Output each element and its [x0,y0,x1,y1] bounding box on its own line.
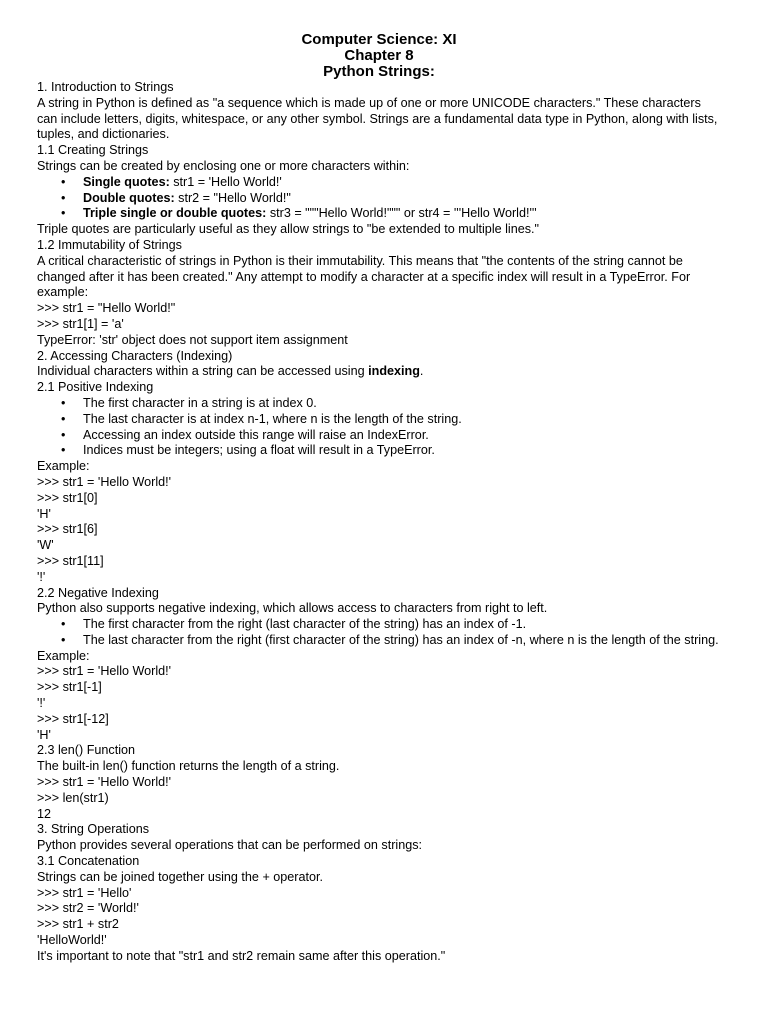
list-item-label: Triple single or double quotes: [83,206,267,221]
list-item: • Indices must be integers; using a float will result in a TypeError. [83,443,721,459]
document-page [37,32,721,965]
code-line: >>> str1[1] = 'a' [37,316,124,331]
section-heading: 2. Accessing Characters (Indexing) [37,348,233,363]
code-line: >>> str1 = "Hello World!" [37,301,176,316]
example-label: Example: [37,459,90,474]
code-line: >>> str1[-12] [37,711,109,726]
code-line: 'H' [37,506,51,521]
code-line: >>> str1 = 'Hello World!' [37,775,172,790]
paragraph: Python also supports negative indexing, which allows access to characters from right to left. [37,601,548,616]
paragraph: Python provides several operations that can be performed on strings: [37,838,423,853]
paragraph: The built-in len() function returns the length of a string. [37,759,340,774]
paragraph: Strings can be created by enclosing one or more characters within: [37,158,410,173]
code-line: 'HelloWorld!' [37,933,107,948]
paragraph: A string in Python is defined as "a sequence which is made up of one or more UNICODE characters." These characters can include letters, digits, whitespace, or any other symbol. Strings are a fundamental data type in Python, along with lists, tuples, and dictionaries. [37,95,721,142]
title-chapter: Chapter 8 [344,47,414,64]
paragraph-emphasis: indexing [368,364,420,379]
list-item: • Accessing an index outside this range will raise an IndexError. [83,428,721,444]
code-line: >>> str1[11] [37,553,104,568]
list-item-label: Double quotes: [83,190,175,205]
code-line: >>> len(str1) [37,790,109,805]
code-line: >>> str1[0] [37,490,98,505]
subsection-heading: 2.3 len() Function [37,743,136,758]
paragraph-text: . [419,364,424,379]
negative-indexing-list [37,617,721,649]
paragraph: Strings can be joined together using the + operator. [37,869,324,884]
code-line: '!' [37,569,46,584]
list-item-text: str2 = "Hello World!" [174,190,291,205]
code-line: >>> str1 = 'Hello World!' [37,664,172,679]
section-heading: 1. Introduction to Strings [37,80,174,94]
subsection-heading: 2.1 Positive Indexing [37,380,154,395]
list-item [83,191,721,207]
paragraph: It's important to note that "str1 and str2 remain same after this operation." [37,948,446,963]
list-item: • The first character from the right (last character of the string) has an index of -1. [83,617,721,633]
subsection-heading: 1.1 Creating Strings [37,143,149,158]
code-line: 12 [37,806,52,821]
code-line: >>> str2 = 'World!' [37,901,139,916]
paragraph-text: Individual characters within a string can be accessed using [37,364,369,379]
list-item: • The last character from the right (first character of the string) has an index of -n, where n is the length of the string. [83,633,721,649]
document-title [37,32,721,80]
code-line: >>> str1 + str2 [37,917,119,932]
code-line: 'W' [37,538,54,553]
list-item: • The last character is at index n-1, where n is the length of the string. [83,412,721,428]
list-item-text: str1 = 'Hello World!' [169,174,282,189]
title-topic: Python Strings: [323,63,435,80]
creating-strings-list [37,175,721,222]
paragraph: Triple quotes are particularly useful as they allow strings to "be extended to multiple lines." [37,222,539,237]
subsection-heading: 2.2 Negative Indexing [37,585,159,600]
positive-indexing-list [37,396,721,459]
code-line: >>> str1[-1] [37,680,102,695]
code-line: 'H' [37,727,51,742]
code-line: '!' [37,696,46,711]
code-line: >>> str1 = 'Hello World!' [37,474,172,489]
code-line: >>> str1[6] [37,522,98,537]
list-item: • The first character in a string is at index 0. [83,396,721,412]
code-line: >>> str1 = 'Hello' [37,885,132,900]
paragraph: A critical characteristic of strings in Python is their immutability. This means that "the contents of the string cannot be changed after it has been created." Any attempt to modify a character at a specific index will result in a TypeError. For example: [37,253,694,300]
title-subject: Computer Science: XI [301,31,457,48]
section-heading: 3. String Operations [37,822,150,837]
paragraph [37,364,721,380]
list-item [83,206,721,222]
example-label: Example: [37,648,90,663]
list-item-text: str3 = """Hello World!""" or str4 = '''Hello World!''' [266,206,537,221]
list-item-label: Single quotes: [83,174,170,189]
subsection-heading: 3.1 Concatenation [37,854,140,869]
subsection-heading: 1.2 Immutability of Strings [37,237,182,252]
list-item [83,175,721,191]
code-line: TypeError: 'str' object does not support item assignment [37,332,348,347]
